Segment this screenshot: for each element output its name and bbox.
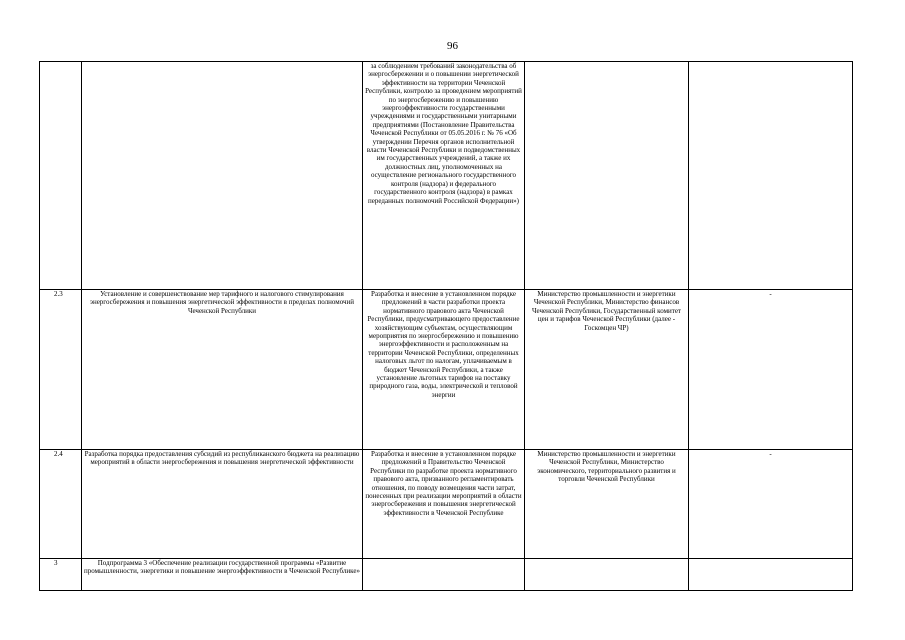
table-row [40, 559, 853, 591]
executor-cell: Министерство промышленности и энергетики Чеченской Республики, Министерство экономического, территориального развития и торговли Чеченской Республики [525, 450, 689, 559]
table-row [40, 62, 853, 290]
row-number-cell: 2.3 [40, 290, 82, 450]
activity-name-cell: Разработка порядка предоставления субсидий из республиканского бюджета на реализацию мероприятий в области энергосбережения и повышения энергетической эффективности [82, 450, 363, 559]
table-row [40, 450, 853, 559]
table-row [40, 290, 853, 450]
activity-content-cell: за соблюдением требований законодательства об энергосбережении и о повышении энергетической эффективности на территории Чеченской Республики, контролю за проведением мероприятий по энергосбережению и повышению энергоэффективности государственными учреждениями и государственными унитарными предприятиями (Постановление Правительства Чеченской Республики от 05.05.2016 г. № 76 «Об утверждении Перечня органов исполнительной власти Чеченской Республики и подведомственных им государственных учреждений, а также их должностных лиц, уполномоченных на осуществление регионального государственного контроля (надзора) и федерального государственного контроля (надзора) в рамках переданных полномочий Российской Федерации») [363, 62, 525, 290]
executor-cell [525, 559, 689, 591]
page-number: 96 [447, 40, 458, 52]
activity-name-cell [82, 62, 363, 290]
note-cell [689, 559, 853, 591]
activity-content-cell: Разработка и внесение в установленном порядке предложений в части разработки проекта нормативного правового акта Чеченской Республики, предусматривающего предоставление хозяйствующим субъектам, осуществляющим мероприятия по энергосбережению и повышению энергоэффективности и расположенным на территории Чеченской Республики, определенных налоговых льгот по налогам, уплачиваемым в бюджет Чеченской Республики, а также установление льготных тарифов на поставку природного газа, воды, электрической и тепловой энергии [363, 290, 525, 450]
executor-cell [525, 62, 689, 290]
note-cell [689, 62, 853, 290]
activity-name-cell: Подпрограмма 3 «Обеспечение реализации государственной программы «Развитие промышленности, энергетики и повышение энергоэффективности в Чеченской Республике» [82, 559, 363, 591]
row-number-cell: 3 [40, 559, 82, 591]
row-number-cell: 2.4 [40, 450, 82, 559]
executor-cell: Министерство промышленности и энергетики Чеченской Республики, Министерство финансов Чеченской Республики, Государственный комитет цен и тарифов Чеченской Республики (далее - Госкомцен ЧР) [525, 290, 689, 450]
activity-content-cell: Разработка и внесение в установленном порядке предложений в Правительство Чеченской Республики по разработке проекта нормативного правового акта, призванного регламентировать отношения, по поводу возмещения части затрат, понесенных при реализации мероприятий в области энергосбережения и повышения энергетической эффективности в Чеченской Республике [363, 450, 525, 559]
activity-content-cell [363, 559, 525, 591]
program-table [39, 61, 853, 591]
note-cell: - [689, 290, 853, 450]
note-cell: - [689, 450, 853, 559]
activity-name-cell: Установление и совершенствование мер тарифного и налогового стимулирования энергосбережения и повышения энергетической эффективности в пределах полномочий Чеченской Республики [82, 290, 363, 450]
row-number-cell [40, 62, 82, 290]
